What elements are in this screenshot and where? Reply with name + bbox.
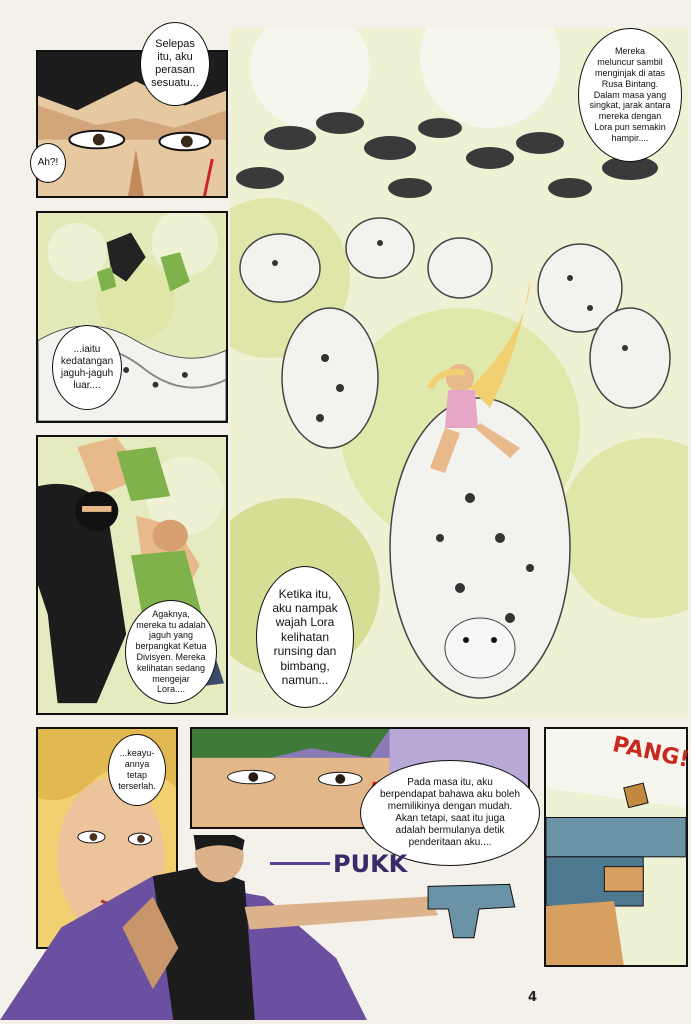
text-line: kelihatan (280, 629, 330, 644)
speech-bubble-iaitu (52, 325, 122, 410)
bubble-text (151, 38, 199, 91)
text-line: Selepas (155, 37, 195, 50)
text-line: tetap (126, 770, 148, 780)
text-line: bimbang, (280, 658, 330, 673)
text-line: runsing dan (273, 644, 337, 659)
text-line: kelihatan sedang (136, 662, 206, 673)
text-line: ...keayu- (119, 748, 155, 759)
text-line: Ketika itu, (278, 586, 332, 601)
text-line: Rusa Bintang. (601, 78, 659, 89)
text-line: adalah bermulanya detik (395, 825, 505, 836)
text-line: mengejar (152, 673, 190, 684)
speech-bubble-ah (30, 143, 66, 183)
page-number: 4 (528, 990, 538, 1005)
speech-bubble-selepas (140, 22, 210, 106)
text-line: annya (124, 759, 150, 770)
sfx-pukk: PUKK (333, 850, 408, 878)
text-line: jaguh-jaguh (60, 367, 114, 379)
text-line: mereka dengan (598, 111, 662, 122)
bubble-text (61, 344, 113, 392)
text-line: hampir.... (611, 132, 649, 143)
text-line: Mereka (614, 46, 645, 57)
bubble-text (118, 748, 156, 791)
text-line: luar.... (73, 379, 101, 391)
text-line: singkat, jarak antara (589, 100, 671, 111)
text-line: terserlah. (118, 780, 156, 791)
text-line: wajah Lora (275, 615, 335, 630)
text-line: sesuatu... (151, 77, 199, 90)
text-line: Divisyen. Mereka (136, 652, 206, 662)
bubble-text (589, 46, 670, 143)
text-line: Pada masa itu, aku (407, 777, 493, 788)
text-line: Ah?! (37, 157, 59, 168)
bubble-text (380, 777, 520, 849)
speech-bubble-keayuan (108, 734, 166, 806)
bubble-text (272, 587, 337, 688)
text-line: Lora.... (156, 684, 185, 695)
speech-bubble-mereka-meluncur (578, 28, 682, 162)
text-line: menginjak di atas (594, 68, 666, 78)
text-line: Dalam masa yang (593, 89, 667, 100)
text-line: penderitaan aku.... (408, 837, 492, 848)
speech-bubble-ketika (256, 566, 354, 708)
text-line: itu, aku (157, 50, 193, 63)
text-line: Agaknya, (152, 608, 190, 619)
text-line: memilikinya dengan mudah. (387, 801, 513, 812)
text-line: kedatangan (60, 355, 114, 367)
text-line: berpangkat Ketua (135, 641, 207, 652)
text-line: ...iaitu (73, 343, 101, 355)
text-line: aku nampak (272, 601, 338, 616)
sfx-pang: PANG! (610, 732, 691, 773)
text-line: meluncur sambil (597, 57, 663, 68)
text-line: mereka tu adalah (136, 619, 206, 630)
bubble-text (135, 609, 206, 695)
text-line: namun... (281, 672, 329, 687)
text-line: Akan tetapi, saat itu juga (395, 813, 505, 824)
speech-bubble-agaknya (125, 600, 217, 704)
text-line: Lora pun semakin (594, 121, 666, 132)
text-line: berpendapat bahawa aku boleh (379, 789, 521, 800)
sfx-pukk-speedline (270, 862, 330, 865)
text-line: jaguh yang (148, 630, 194, 641)
text-line: perasan (155, 64, 195, 76)
